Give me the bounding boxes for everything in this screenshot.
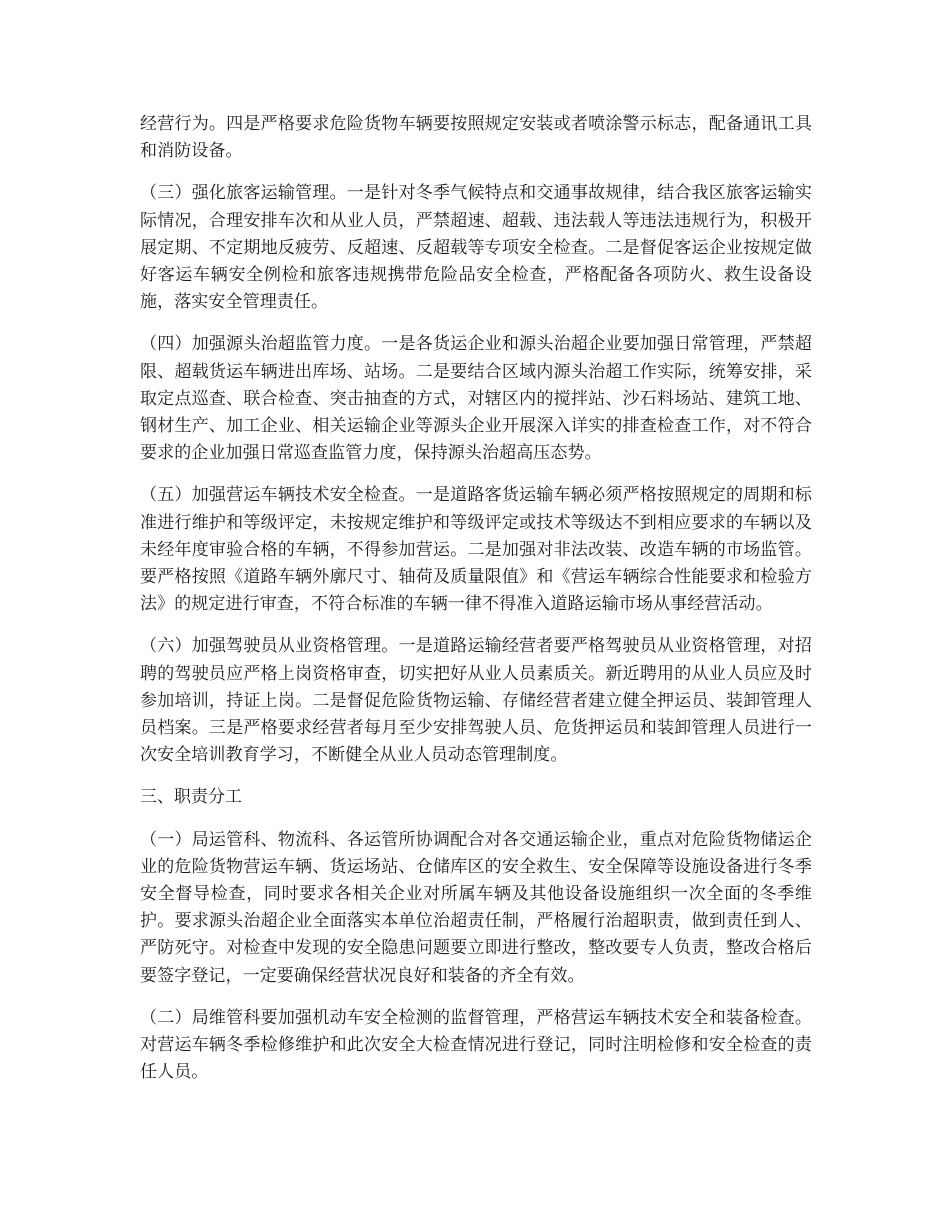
paragraph-responsibility-two: （二）局维管科要加强机动车安全检测的监督管理，严格营运车辆技术安全和装备检查。对营运车辆冬季检修维护和此次安全大检查情况进行登记，同时注明检修和安全检查的责任人员。 [140,1007,812,1083]
paragraph-continuation: 经营行为。四是严格要求危险货物车辆要按照规定安装或者喷涂警示标志，配备通讯工具和消防设备。 [140,114,812,162]
paragraph-responsibility-one: （一）局运管科、物流科、各运管所协调配合对各交通运输企业，重点对危险货物储运企业的危险货物营运车辆、货运场站、仓储库区的安全救生、安全保障等设施设备进行冬季安全督导检查，同时要求各相关企业对所属车辆及其他设备设施组织一次全面的冬季维护。要求源头治超企业全面落实本单位治超责任制，严格履行治超职责，做到责任到人、严防死守。对检查中发现的安全隐患问题要立即进行整改，整改要专人负责，整改合格后要签字登记，一定要确保经营状况良好和装备的齐全有效。 [140,829,812,986]
paragraph-passenger-transport: （三）强化旅客运输管理。一是针对冬季气候特点和交通事故规律，结合我区旅客运输实际情况，合理安排车次和从业人员，严禁超速、超载、违法载人等违法违规行为，积极开展定期、不定期地反疲劳、反超速、反超载等专项安全检查。二是督促客运企业按规定做好客运车辆安全例检和旅客违规携带危险品安全检查，严格配备各项防火、救生设备设施，落实安全管理责任。 [140,183,812,313]
paragraph-driver-qualification: （六）加强驾驶员从业资格管理。一是道路运输经营者要严格驾驶员从业资格管理，对招聘的驾驶员应严格上岗资格审查，切实把好从业人员素质关。新近聘用的从业人员应及时参加培训，持证上岗。二是督促危险货物运输、存储经营者建立健全押运员、装卸管理人员档案。三是严格要求经营者每月至少安排驾驶人员、危货押运员和装卸管理人员进行一次安全培训教育学习，不断健全从业人员动态管理制度。 [140,636,812,766]
section-heading-responsibilities: 三、职责分工 [140,787,242,808]
paragraph-vehicle-inspection: （五）加强营运车辆技术安全检查。一是道路客货运输车辆必须严格按照规定的周期和标准进行维护和等级评定，未按规定维护和等级评定或技术等级达不到相应要求的车辆以及未经年度审验合格的车辆，不得参加营运。二是加强对非法改装、改造车辆的市场监管。要严格按照《道路车辆外廓尺寸、轴荷及质量限值》和《营运车辆综合性能要求和检验方法》的规定进行审查，不符合标准的车辆一律不得准入道路运输市场从事经营活动。 [140,485,812,615]
document-body [140,111,812,1102]
paragraph-overload-control: （四）加强源头治超监管力度。一是各货运企业和源头治超企业要加强日常管理，严禁超限、超载货运车辆进出库场、站场。二是要结合区域内源头治超工作实际，统筹安排，采取定点巡查、联合检查、突击抽查的方式，对辖区内的搅拌站、沙石料场站、建筑工地、钢材生产、加工企业、相关运输企业等源头企业开展深入详实的排查检查工作，对不符合要求的企业加强日常巡查监管力度，保持源头治超高压态势。 [140,334,812,464]
